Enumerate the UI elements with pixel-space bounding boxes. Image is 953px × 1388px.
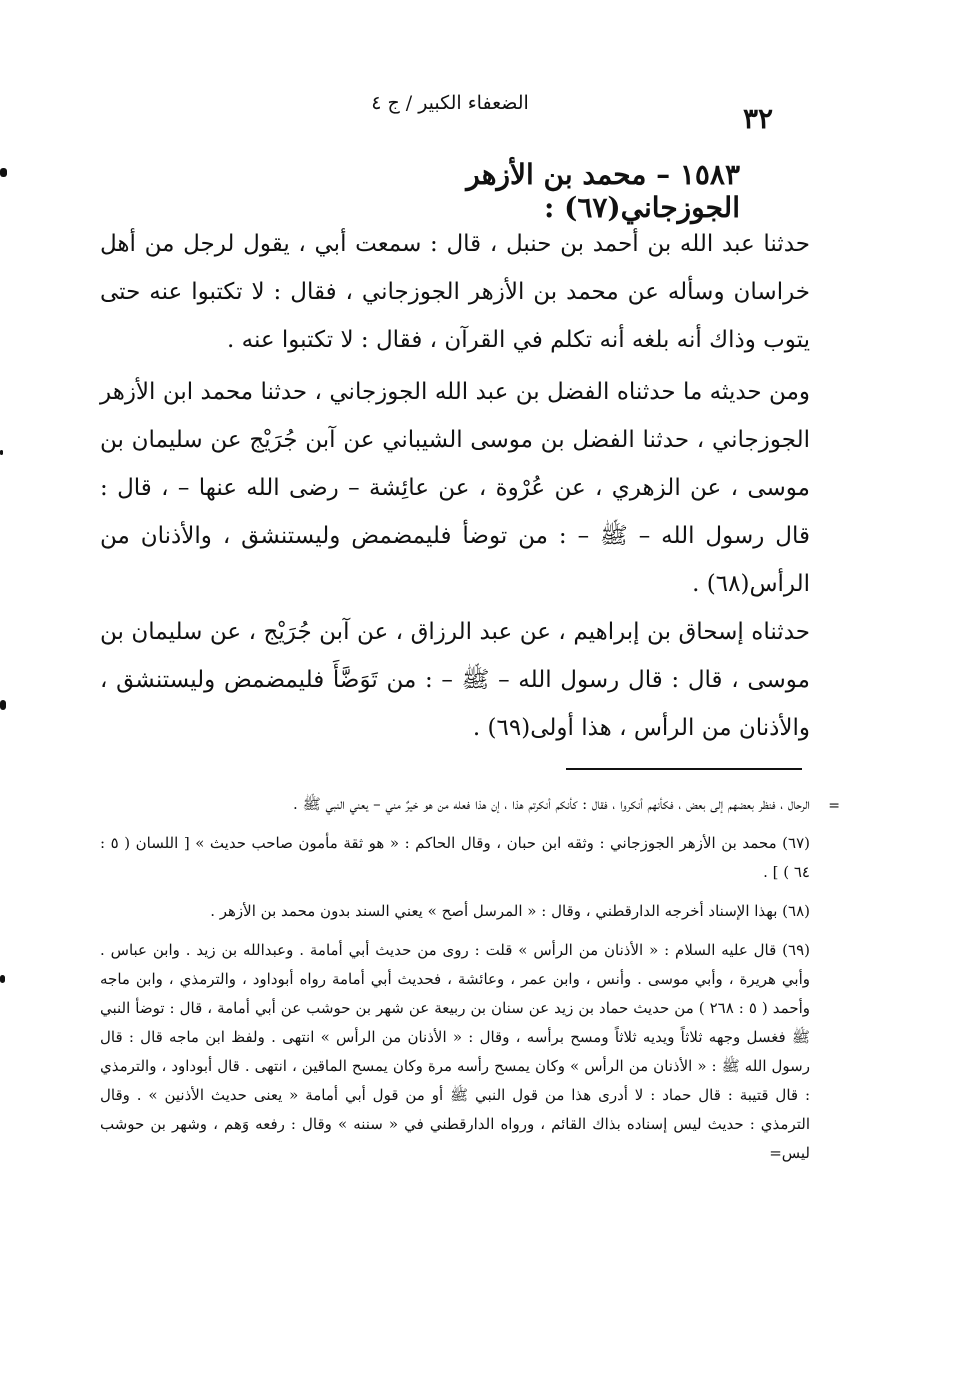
entry-heading: ١٥٨٣ – محمد بن الأزهر الجوزجاني(٦٧) :	[466, 158, 740, 224]
scan-edge-mark	[0, 450, 3, 455]
footnote-continuation	[100, 790, 840, 819]
scan-edge-mark	[0, 700, 6, 710]
running-title: الضعفاء الكبير / ج ٤	[371, 92, 529, 114]
scan-edge-mark	[0, 168, 7, 177]
body-paragraph: حدثنا عبد الله بن أحمد بن حنبل ، قال : سمعت أبي ، يقول لرجل من أهل خراسان وسأله عن محمد بن الأزهر الجوزجاني ، فقال : لا تكتبوا عنه حتى يتوب وذاك أنه بلغه أنه تكلم في القرآن ، فقال : لا تكتبوا عنه .	[100, 231, 810, 353]
continuation-mark: =	[828, 798, 840, 814]
body-paragraph: ومن حديثه ما حدثناه الفضل بن عبد الله الجوزجاني ، حدثنا محمد ابن الأزهر الجوزجاني ، حدثنا الفضل بن موسى الشيباني عن آبن جُرَيْج عن سليمان بن موسى ، عن الزهري ، عن عُرْوة ، عن عائِشة – رضى الله عنها – ، قال : قال رسول الله – ﷺ – : من توضأ فليمضمض وليستنشق ، والأذنان من الرأس(٦٨) .	[100, 379, 810, 597]
body-paragraph: حدثناه إسحاق بن إبراهيم ، عن عبد الرزاق ، عن آبن جُرَيْج ، عن سليمان بن موسى ، قال : قال رسول الله – ﷺ – : من تَوَضَّأَ فليمضمض وليستنشق ، والأذنان من الرأس ، هذا أولى(٦٩) .	[100, 619, 810, 741]
footnote-separator	[566, 768, 802, 770]
footnote-67: (٦٧) محمد بن الأزهر الجوزجاني : وثقه ابن حبان ، وقال الحاكم : « هو ثقة مأمون صاحب حديث » [ اللسان ( ٥ : ٦٤ ) ] .	[100, 834, 811, 881]
scan-edge-mark	[0, 975, 5, 983]
footnote-continuation-text: الرحال ، فنظر بعضهم إلى بعض ، فكأنهم أنكروا ، فقال : كأنكم أنكرتم هذا ، إن هذا فعله من هو خيرٌ مني – يعني النبي ﷺ .	[293, 795, 810, 813]
footnotes	[100, 790, 840, 1178]
footnote-68: (٦٨) بهذا الإسناد أخرجه الدارقطني ، وقال : « المرسل أصح » يعني السند بدون محمد بن الأزهر .	[210, 902, 810, 920]
footnote-69: (٦٩) قال عليه السلام : « الأذنان من الرأس » قلت : روى من حديث أبي أمامة . وعبدالله بن زيد . وابن عباس . وأبي هريرة ، وأبي موسى . وأنس ، وابن عمر ، وعائشة ، فحديث أبي أمامة رواه أبوداود ، والترمذي ، وابن ماجه وأحمد ( ٥ : ٢٦٨ ) من حديث حماد بن زيد عن سنان بن ربيعة عن شهر بن حوشب عن أبي أمامة ، قال : توضأ النبي ﷺ فغسل وجهه ثلاثاً ويديه ثلاثاً ومسح برأسه ، وقال : « الأذنان من الرأس » انتهى . ولفظ ابن ماجه قال : قال رسول الله ﷺ : « الأذنان من الرأس » وكان يمسح رأسه مرة وكان يمسح الماقين ، انتهى . قال أبوداود ، والترمذي : قال قتيبة : قال حماد : لا أدرى هذا من قول النبي ﷺ أو من قول أبي أمامة « يعنى حديث الأذنين » . وقال الترمذي : حديث ليس إسناده بذاك القائم ، ورواه الدارقطني في « سننه » وقال : رفعه وَهم ، وشهر بن حوشب ليس=	[100, 941, 810, 1162]
page-number: ٣٢	[742, 102, 774, 135]
